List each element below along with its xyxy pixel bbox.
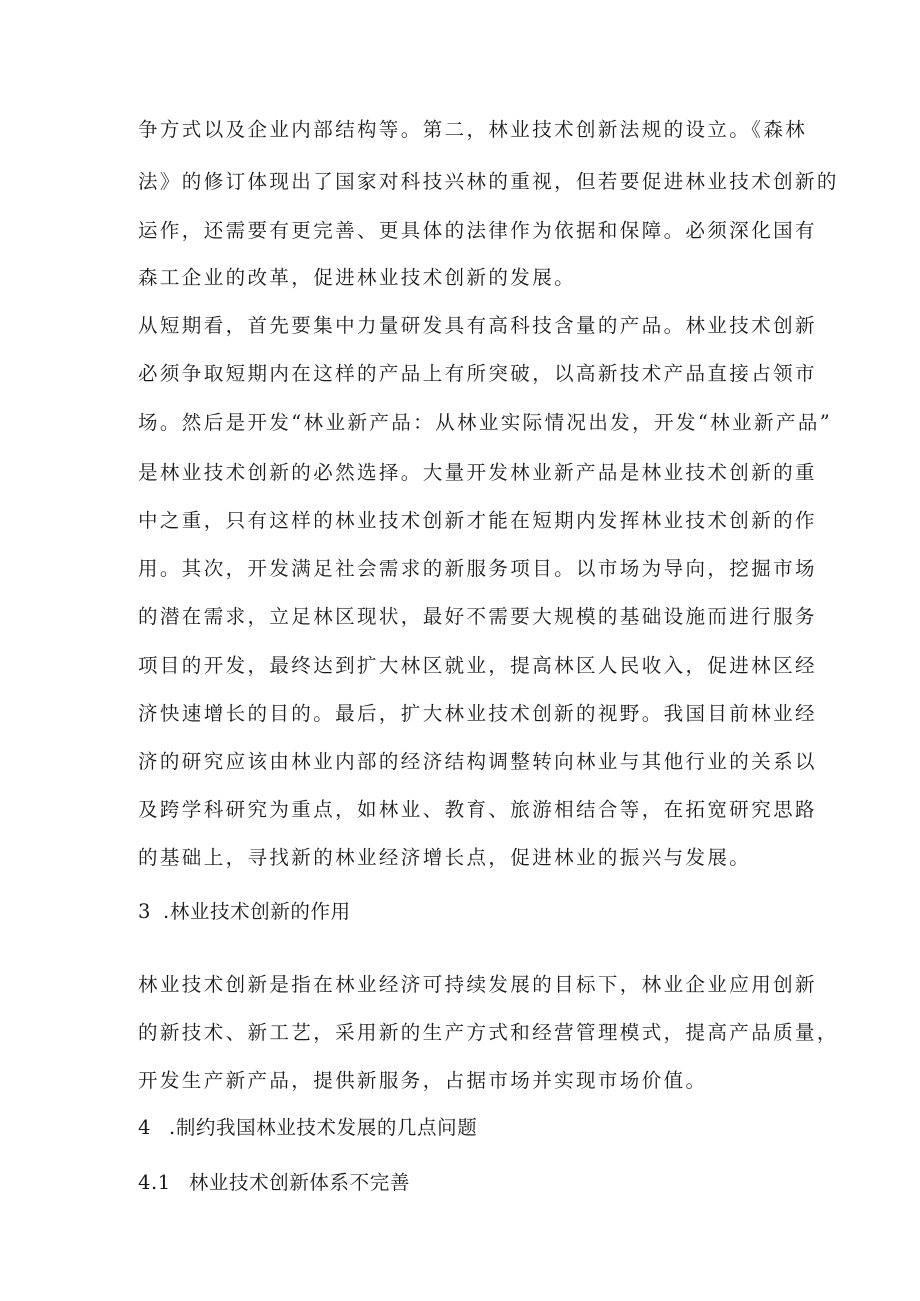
paragraph-1-line: 争方式以及企业内部结构等。第二，林业技术创新法规的设立。《森林	[138, 118, 808, 141]
paragraph-2-line: 及跨学科研究为重点，如林业、教育、旅游相结合等，在拓宽研究思路	[138, 798, 817, 821]
paragraph-3-line: 开发生产新产品，提供新服务，占据市场并实现市场价值。	[138, 1069, 708, 1092]
paragraph-3-line: 林业技术创新是指在林业经济可持续发展的目标下，林业企业应用创新	[138, 973, 817, 996]
section-title: 林业技术创新体系不完善	[188, 1171, 410, 1194]
paragraph-1-line: 运作，还需要有更完善、更具体的法律作为依据和保障。必须深化国有	[138, 219, 817, 242]
section-number: 4.1	[138, 1171, 171, 1194]
paragraph-2-line: 的潜在需求，立足林区现状，最好不需要大规模的基础设施而进行服务	[138, 605, 817, 628]
section-number: 3	[138, 900, 152, 923]
paragraph-2-line: 从短期看，首先要集中力量研发具有高科技含量的产品。林业技术创新	[138, 314, 817, 337]
paragraph-2-line: 项目的开发，最终达到扩大林区就业，提高林区人民收入，促进林区经	[138, 654, 817, 677]
section-title: .制约我国林业技术发展的几点问题	[169, 1116, 478, 1139]
paragraph-3-line: 的新技术、新工艺，采用新的生产方式和经营管理模式，提高产品质量，	[138, 1021, 839, 1044]
paragraph-1-line: 森工企业的改革，促进林业技术创新的发展。	[138, 266, 577, 289]
paragraph-2-line: 场。然后是开发“林业新产品：从林业实际情况出发，开发“林业新产品”	[138, 411, 833, 434]
subsection-heading-4-1	[138, 1170, 798, 1196]
section-number: 4	[138, 1116, 152, 1139]
paragraph-2-line: 中之重，只有这样的林业技术创新才能在短期内发挥林业技术创新的作	[138, 509, 817, 532]
section-heading-4	[138, 1115, 798, 1141]
paragraph-2-line: 用。其次，开发满足社会需求的新服务项目。以市场为导向，挖掘市场	[138, 557, 817, 580]
paragraph-2-line: 济的研究应该由林业内部的经济结构调整转向林业与其他行业的关系以	[138, 750, 817, 773]
paragraph-2-line: 的基础上，寻找新的林业经济增长点，促进林业的振兴与发展。	[138, 846, 752, 869]
section-heading-3	[138, 899, 798, 925]
section-title: .林业技术创新的作用	[163, 900, 351, 923]
paragraph-2-line: 是林业技术创新的必然选择。大量开发林业新产品是林业技术创新的重	[138, 461, 817, 484]
paragraph-2-line: 必须争取短期内在这样的产品上有所突破，以高新技术产品直接占领市	[138, 362, 817, 385]
paragraph-2-line: 济快速增长的目的。最后，扩大林业技术创新的视野。我国目前林业经	[138, 702, 817, 725]
paragraph-1-line: 法》的修订体现出了国家对科技兴林的重视，但若要促进林业技术创新的	[138, 170, 839, 193]
